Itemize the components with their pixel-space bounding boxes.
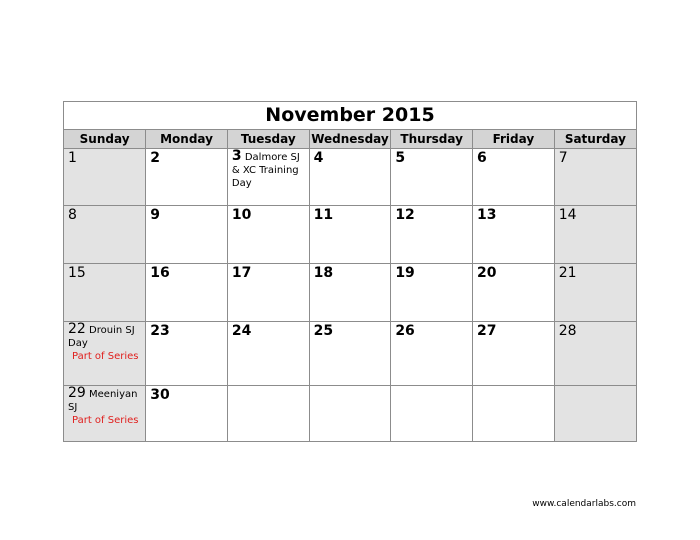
day-cell	[146, 386, 228, 442]
day-cell	[473, 206, 555, 264]
series-label: Part of Series	[72, 351, 139, 362]
weekday-monday: Monday	[146, 130, 228, 149]
day-number: 30	[150, 387, 170, 403]
day-number: 6	[477, 150, 487, 166]
day-number: 24	[231, 323, 252, 339]
day-cell	[64, 386, 146, 442]
calendar-grid	[64, 130, 636, 441]
day-cell	[227, 149, 309, 206]
weekday-tuesday: Tuesday	[227, 130, 309, 149]
day-number: 11	[313, 207, 334, 223]
day-cell	[554, 149, 636, 206]
weekday-header-row	[64, 130, 636, 149]
day-number: 3	[231, 148, 242, 164]
day-number: 16	[150, 265, 170, 281]
day-cell	[309, 386, 391, 442]
week-row	[64, 322, 636, 386]
day-cell	[227, 386, 309, 442]
day-number: 10	[231, 207, 252, 223]
day-cell	[391, 206, 473, 264]
day-number: 17	[231, 265, 252, 281]
day-number: 15	[68, 265, 86, 281]
day-number: 8	[68, 207, 77, 223]
day-number: 20	[477, 265, 497, 281]
day-cell	[309, 206, 391, 264]
day-number: 14	[558, 207, 577, 223]
day-cell	[391, 149, 473, 206]
day-number: 5	[395, 150, 406, 166]
day-number: 9	[150, 207, 160, 223]
day-number: 18	[313, 265, 334, 281]
day-cell	[473, 149, 555, 206]
footer-link: www.calendarlabs.com	[532, 499, 636, 509]
day-number: 4	[313, 150, 324, 166]
day-number: 21	[558, 265, 577, 281]
series-label: Part of Series	[72, 415, 139, 426]
day-cell	[309, 149, 391, 206]
day-cell	[554, 322, 636, 386]
day-cell	[554, 386, 636, 442]
day-cell	[227, 206, 309, 264]
event-text: Dalmore SJ & XC Training Day	[231, 152, 300, 189]
day-cell	[64, 322, 146, 386]
day-number: 12	[395, 207, 415, 223]
day-number: 22	[68, 321, 86, 337]
day-cell	[146, 206, 228, 264]
day-cell	[146, 264, 228, 322]
weekday-thursday: Thursday	[391, 130, 473, 149]
day-cell	[473, 322, 555, 386]
day-number: 27	[477, 323, 497, 339]
weekday-friday: Friday	[473, 130, 555, 149]
weekday-sunday: Sunday	[64, 130, 146, 149]
event-text: Drouin SJ Day	[68, 325, 135, 349]
day-cell	[64, 149, 146, 206]
day-number: 7	[558, 150, 568, 166]
day-cell	[64, 264, 146, 322]
day-number: 13	[477, 207, 497, 223]
week-row	[64, 386, 636, 442]
day-number: 29	[68, 385, 86, 401]
calendar	[63, 101, 637, 442]
day-cell	[227, 322, 309, 386]
day-number: 26	[395, 323, 415, 339]
day-cell	[227, 264, 309, 322]
day-number: 23	[150, 323, 170, 339]
day-cell	[146, 322, 228, 386]
day-number: 25	[313, 323, 334, 339]
day-cell	[554, 206, 636, 264]
day-cell	[64, 206, 146, 264]
day-cell	[391, 322, 473, 386]
weekday-wednesday: Wednesday	[309, 130, 391, 149]
day-cell	[309, 322, 391, 386]
day-cell	[146, 149, 228, 206]
day-number: 19	[395, 265, 415, 281]
day-cell	[473, 386, 555, 442]
event-text: Meeniyan SJ	[68, 389, 138, 413]
week-row	[64, 206, 636, 264]
day-number: 1	[68, 150, 77, 166]
weekday-saturday: Saturday	[554, 130, 636, 149]
week-row	[64, 149, 636, 206]
calendar-title: November 2015	[64, 102, 636, 130]
day-number: 28	[558, 323, 577, 339]
day-number: 2	[150, 150, 160, 166]
day-cell	[554, 264, 636, 322]
day-cell	[391, 264, 473, 322]
week-row	[64, 264, 636, 322]
day-cell	[473, 264, 555, 322]
day-cell	[309, 264, 391, 322]
day-cell	[391, 386, 473, 442]
